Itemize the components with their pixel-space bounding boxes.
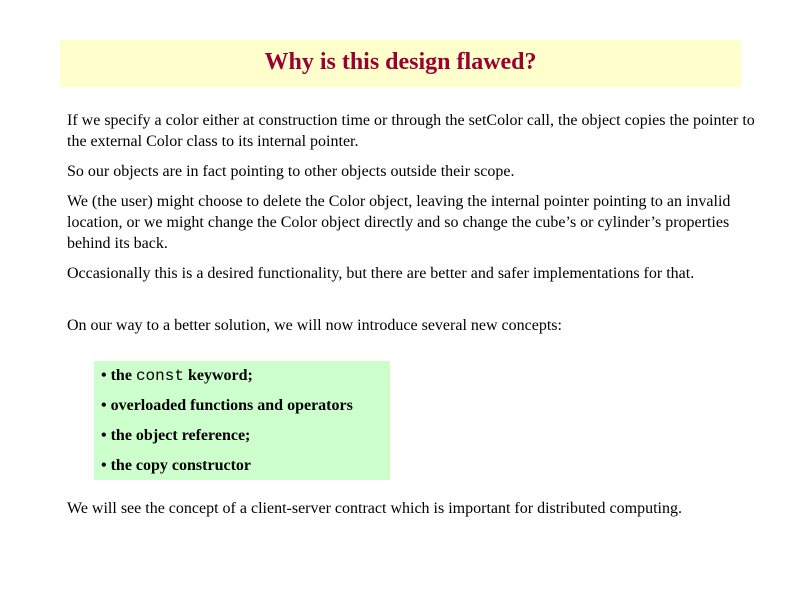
paragraph-client-server-contract: We will see the concept of a client-server contract which is important for distributed computing. [67, 500, 682, 517]
concept-const-code: const [135, 367, 184, 385]
paragraph-pointer-copy: If we specify a color either at construction time or through the setColor call, the object copies the pointer to the external Color class to its internal pointer. [67, 112, 755, 150]
paragraph-delete-risk: We (the user) might choose to delete the Color object, leaving the internal pointer pointing to an invalid location, or we might change the Color object directly and so change the cube’s or cylinder’s properties behind its back. [67, 193, 731, 252]
slide-title: Why is this design flawed? [264, 48, 537, 75]
concept-const-prefix: • the [101, 367, 136, 384]
concept-copy-constructor: • the copy constructor [101, 457, 252, 474]
concept-overloaded-functions: • overloaded functions and operators [101, 397, 353, 414]
title-banner [60, 40, 741, 87]
concept-const-keyword [101, 366, 253, 386]
paragraph-outside-scope: So our objects are in fact pointing to other objects outside their scope. [67, 163, 515, 180]
concept-object-reference: • the object reference; [101, 427, 251, 444]
concept-const-suffix: keyword; [183, 367, 253, 384]
concepts-list [94, 361, 390, 480]
paragraph-new-concepts-intro: On our way to a better solution, we will now introduce several new concepts: [67, 317, 562, 334]
paragraph-desired-functionality: Occasionally this is a desired functionality, but there are better and safer implementations for that. [67, 265, 695, 282]
